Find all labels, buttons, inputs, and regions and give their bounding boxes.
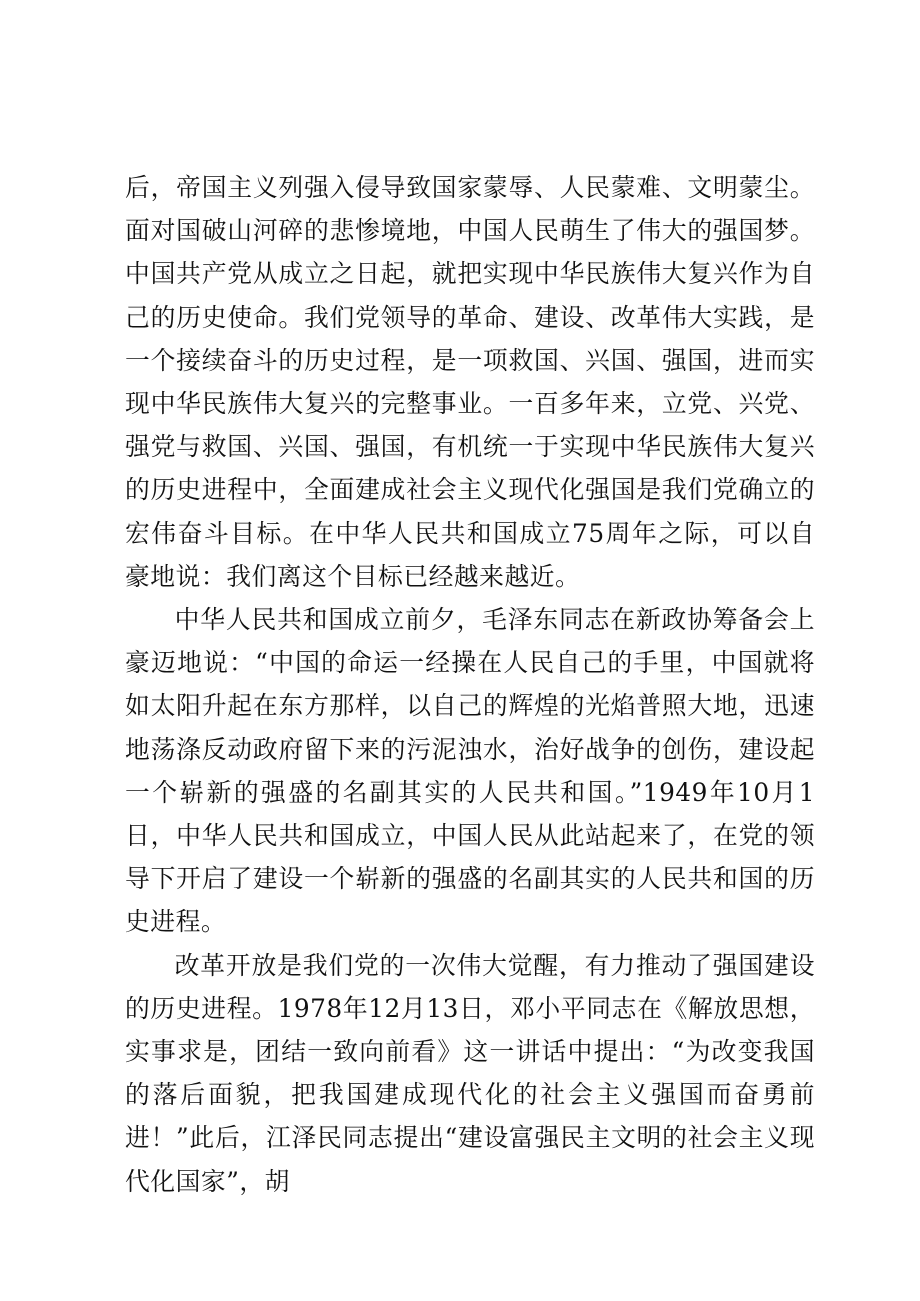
- paragraph-1: 后，帝国主义列强入侵导致国家蒙辱、人民蒙难、文明蒙尘。面对国破山河碎的悲惨境地，中国人民萌生了伟大的强国梦。中国共产党从成立之日起，就把实现中华民族伟大复兴作为自己的历史使命。我们党领导的革命、建设、改革伟大实践，是一个接续奋斗的历史过程，是一项救国、兴国、强国，进而实现中华民族伟大复兴的完整事业。一百多年来，立党、兴党、强党与救国、兴国、强国，有机统一于实现中华民族伟大复兴的历史进程中，全面建成社会主义现代化强国是我们党确立的宏伟奋斗目标。在中华人民共和国成立75周年之际，可以自豪地说：我们离这个目标已经越来越近。: [125, 173, 815, 591]
- paragraph-3: 改革开放是我们党的一次伟大觉醒，有力推动了强国建设的历史进程。1978年12月13日，邓小平同志在《解放思想，实事求是，团结一致向前看》这一讲话中提出：“为改变我国的落后面貌，把我国建成现代化的社会主义强国而奋勇前进！”此后，江泽民同志提出“建设富强民主文明的社会主义现代化国家”，胡: [125, 950, 815, 1196]
- paragraph-2: 中华人民共和国成立前夕，毛泽东同志在新政协筹备会上豪迈地说：“中国的命运一经操在人民自己的手里，中国就将如太阳升起在东方那样，以自己的辉煌的光焰普照大地，迅速地荡涤反动政府留下来的污泥浊水，治好战争的创伤，建设起一个崭新的强盛的名副其实的人民共和国。”1949年10月1日，中华人民共和国成立，中国人民从此站起来了，在党的领导下开启了建设一个崭新的强盛的名副其实的人民共和国的历史进程。: [125, 605, 815, 937]
- document-body: [125, 166, 815, 1203]
